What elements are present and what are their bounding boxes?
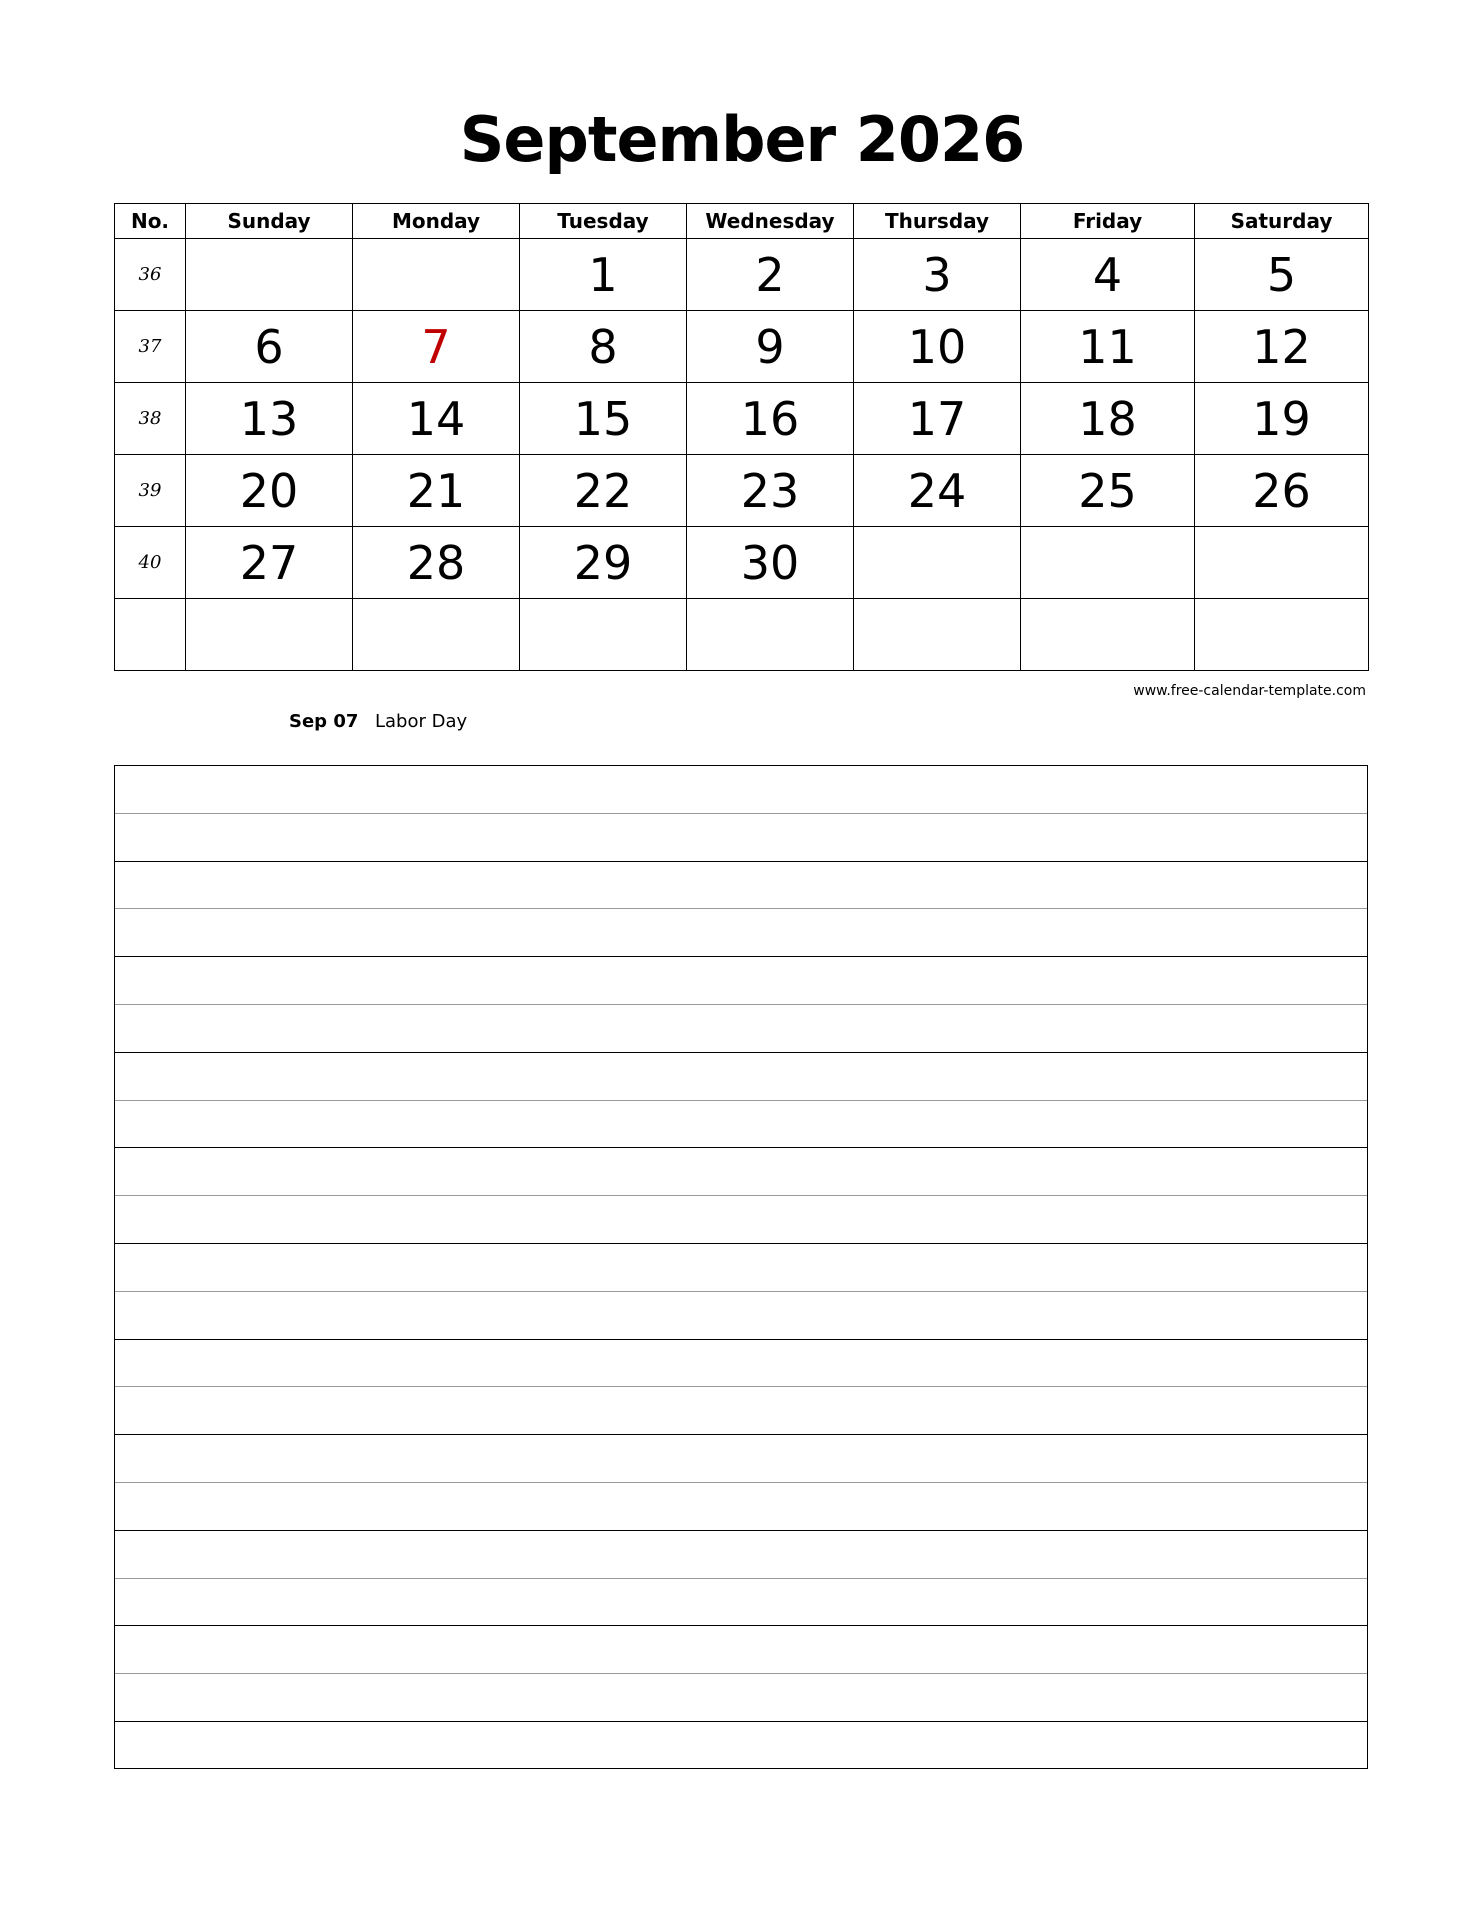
day-cell: 16: [687, 383, 854, 455]
week-row: [115, 455, 1369, 527]
day-cell: [854, 599, 1021, 671]
day-cell: 8: [520, 311, 687, 383]
week-number: [115, 599, 186, 671]
day-cell: 29: [520, 527, 687, 599]
day-cell: [186, 599, 353, 671]
header-week-no: No.: [115, 204, 186, 239]
day-cell: 5: [1195, 239, 1369, 311]
day-cell: 3: [854, 239, 1021, 311]
week-number: 40: [115, 527, 186, 599]
day-cell: 9: [687, 311, 854, 383]
note-line: [115, 957, 1367, 1005]
day-cell: [1195, 527, 1369, 599]
week-row: [115, 239, 1369, 311]
day-cell: 12: [1195, 311, 1369, 383]
note-line: [115, 862, 1367, 910]
note-line: [115, 1579, 1367, 1627]
week-row: [115, 383, 1369, 455]
header-tuesday: Tuesday: [520, 204, 687, 239]
day-cell: [687, 599, 854, 671]
note-line: [115, 1196, 1367, 1244]
day-cell: 13: [186, 383, 353, 455]
note-line: [115, 1674, 1367, 1722]
day-cell: [854, 527, 1021, 599]
day-cell: 11: [1021, 311, 1195, 383]
note-line: [115, 909, 1367, 957]
week-row: [115, 527, 1369, 599]
week-row: [115, 311, 1369, 383]
day-cell: 21: [353, 455, 520, 527]
day-cell: 22: [520, 455, 687, 527]
page-title: September 2026: [459, 103, 1025, 176]
day-cell-holiday: 7: [353, 311, 520, 383]
note-line: [115, 1101, 1367, 1149]
calendar-grid: [114, 203, 1369, 671]
day-cell: [1021, 599, 1195, 671]
event-name: Labor Day: [375, 711, 468, 732]
note-line: [115, 1387, 1367, 1435]
website-url: www.free-calendar-template.com: [1133, 683, 1366, 699]
day-cell: 17: [854, 383, 1021, 455]
note-line: [115, 1053, 1367, 1101]
week-row: [115, 599, 1369, 671]
note-line: [115, 1626, 1367, 1674]
week-number: 36: [115, 239, 186, 311]
header-thursday: Thursday: [854, 204, 1021, 239]
day-cell: 14: [353, 383, 520, 455]
day-cell: 18: [1021, 383, 1195, 455]
day-cell: 26: [1195, 455, 1369, 527]
note-line: [115, 1244, 1367, 1292]
header-saturday: Saturday: [1195, 204, 1369, 239]
day-cell: 28: [353, 527, 520, 599]
day-cell: 27: [186, 527, 353, 599]
note-line: [115, 814, 1367, 862]
day-cell: [520, 599, 687, 671]
day-cell: 23: [687, 455, 854, 527]
day-cell: 10: [854, 311, 1021, 383]
week-number: 37: [115, 311, 186, 383]
day-cell: [1021, 527, 1195, 599]
day-cell: [353, 239, 520, 311]
note-line: [115, 1483, 1367, 1531]
note-line: [115, 766, 1367, 814]
note-line: [115, 1005, 1367, 1053]
day-cell: 15: [520, 383, 687, 455]
day-cell: 19: [1195, 383, 1369, 455]
day-cell: [353, 599, 520, 671]
day-cell: [1195, 599, 1369, 671]
day-cell: 20: [186, 455, 353, 527]
note-line: [115, 1435, 1367, 1483]
day-cell: 30: [687, 527, 854, 599]
header-row: [115, 204, 1369, 239]
note-line: [115, 1722, 1367, 1770]
day-cell: 6: [186, 311, 353, 383]
header-sunday: Sunday: [186, 204, 353, 239]
week-number: 39: [115, 455, 186, 527]
header-wednesday: Wednesday: [687, 204, 854, 239]
week-number: 38: [115, 383, 186, 455]
notes-box: [114, 765, 1368, 1769]
day-cell: 4: [1021, 239, 1195, 311]
day-cell: 2: [687, 239, 854, 311]
day-cell: 24: [854, 455, 1021, 527]
day-cell: [186, 239, 353, 311]
note-line: [115, 1292, 1367, 1340]
header-friday: Friday: [1021, 204, 1195, 239]
header-monday: Monday: [353, 204, 520, 239]
note-line: [115, 1148, 1367, 1196]
day-cell: 1: [520, 239, 687, 311]
day-cell: 25: [1021, 455, 1195, 527]
note-line: [115, 1531, 1367, 1579]
note-line: [115, 1340, 1367, 1388]
event-date: Sep 07: [289, 711, 359, 732]
